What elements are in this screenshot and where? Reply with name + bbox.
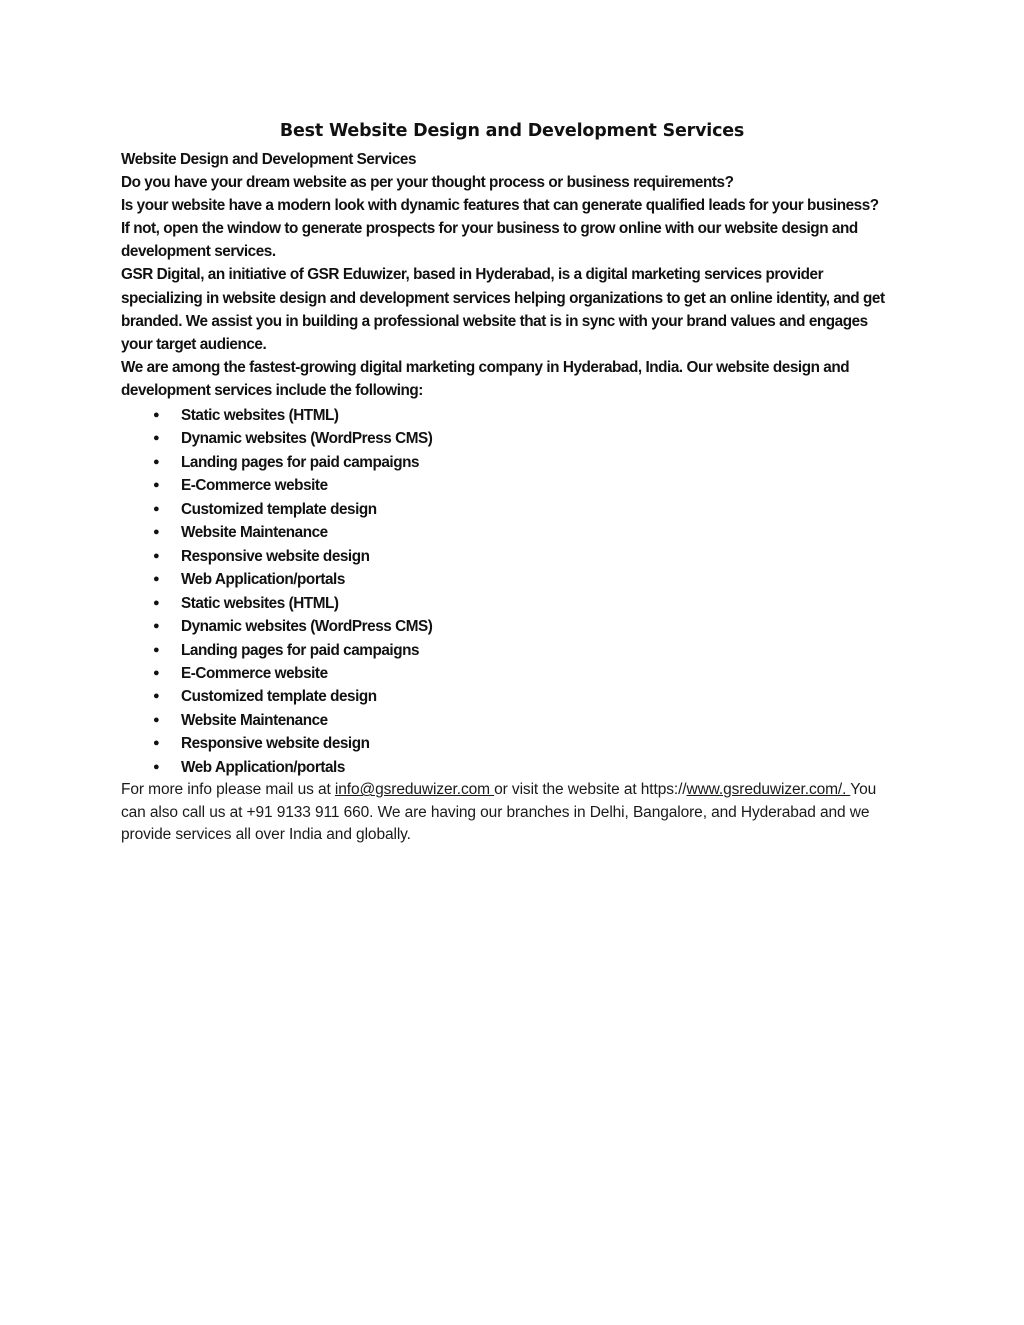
- list-item-label: Responsive website design: [181, 735, 370, 753]
- list-item: [121, 756, 891, 779]
- document-content: [121, 118, 891, 847]
- bullet-icon: ●: [153, 620, 160, 633]
- list-item-label: Landing pages for paid campaigns: [181, 453, 420, 471]
- bullet-icon: ●: [153, 596, 160, 609]
- contact-paragraph: [121, 779, 901, 847]
- list-item-label: Website Maintenance: [181, 711, 328, 729]
- list-item-label: Dynamic websites (WordPress CMS): [181, 618, 433, 636]
- list-item: [121, 592, 891, 615]
- paragraph-services-intro: We are among the fastest-growing digital marketing company in Hyderabad, India. Our website design and development services include the following:: [121, 358, 850, 399]
- list-item: [121, 662, 891, 685]
- contact-text-branches: You can also call us at +91 9133 911 660. We are having our branches in Delhi, Bangalore, and Hyderabad and we provide services all over India and globally.: [121, 781, 877, 844]
- list-item: [121, 685, 891, 708]
- list-item: [121, 451, 891, 474]
- list-item-label: Static websites (HTML): [181, 407, 339, 425]
- list-item: [121, 427, 891, 450]
- bullet-icon: ●: [153, 690, 160, 703]
- list-item-label: Website Maintenance: [181, 524, 328, 542]
- paragraph-dream-website-question: Do you have your dream website as per your thought process or business requirements?: [121, 174, 734, 192]
- email-link[interactable]: info@gsreduwizer.com: [334, 781, 495, 799]
- bullet-icon: ●: [153, 549, 160, 562]
- list-item-label: Customized template design: [181, 500, 377, 518]
- list-item: [121, 498, 891, 521]
- list-item: [121, 615, 891, 638]
- bullet-icon: ●: [153, 760, 160, 773]
- list-item: [121, 568, 891, 591]
- list-item: [121, 545, 891, 568]
- bullet-icon: ●: [153, 502, 160, 515]
- bullet-icon: ●: [153, 713, 160, 726]
- contact-text-visit: or visit the website at https://: [494, 781, 687, 799]
- bullet-icon: ●: [153, 667, 160, 680]
- bullet-icon: ●: [153, 455, 160, 468]
- list-item-label: Dynamic websites (WordPress CMS): [181, 430, 433, 448]
- list-item: [121, 732, 891, 755]
- list-item: [121, 474, 891, 497]
- list-item-label: Web Application/portals: [181, 571, 345, 589]
- list-item-label: Landing pages for paid campaigns: [181, 641, 420, 659]
- paragraph-subtitle: Website Design and Development Services: [121, 151, 417, 168]
- bullet-icon: ●: [153, 573, 160, 586]
- paragraph-company-intro: GSR Digital, an initiative of GSR Eduwizer, based in Hyderabad, is a digital marketing services provider specializing in website design and development services helping organizations to get an online identity, and get branded. We assist you in building a professional website that is in sync with your brand values and engages your target audience.: [121, 266, 885, 353]
- bullet-icon: ●: [153, 737, 160, 750]
- list-item: [121, 639, 891, 662]
- list-item: [121, 521, 891, 544]
- list-item-label: Responsive website design: [181, 547, 370, 565]
- bullet-icon: ●: [153, 643, 160, 656]
- list-item-label: Static websites (HTML): [181, 594, 339, 612]
- list-item-label: Web Application/portals: [181, 758, 345, 776]
- bullet-icon: ●: [153, 432, 160, 445]
- paragraph-modern-look-question: Is your website have a modern look with dynamic features that can generate qualified leads for your business?: [121, 197, 879, 215]
- bullet-icon: ●: [153, 526, 160, 539]
- list-item: [121, 404, 891, 427]
- list-item-label: E-Commerce website: [181, 665, 328, 683]
- paragraph-generate-prospects: If not, open the window to generate prospects for your business to grow online with our website design and development services.: [121, 220, 858, 261]
- list-item: [121, 709, 891, 732]
- list-item-label: Customized template design: [181, 688, 377, 706]
- bullet-icon: ●: [153, 479, 160, 492]
- list-item-label: E-Commerce website: [181, 477, 328, 495]
- bullet-icon: ●: [153, 409, 160, 422]
- services-list: [121, 404, 891, 779]
- contact-text-intro: For more info please mail us at: [121, 781, 335, 799]
- website-link[interactable]: www.gsreduwizer.com/.: [686, 781, 851, 799]
- document-title: Best Website Design and Development Services: [279, 121, 745, 141]
